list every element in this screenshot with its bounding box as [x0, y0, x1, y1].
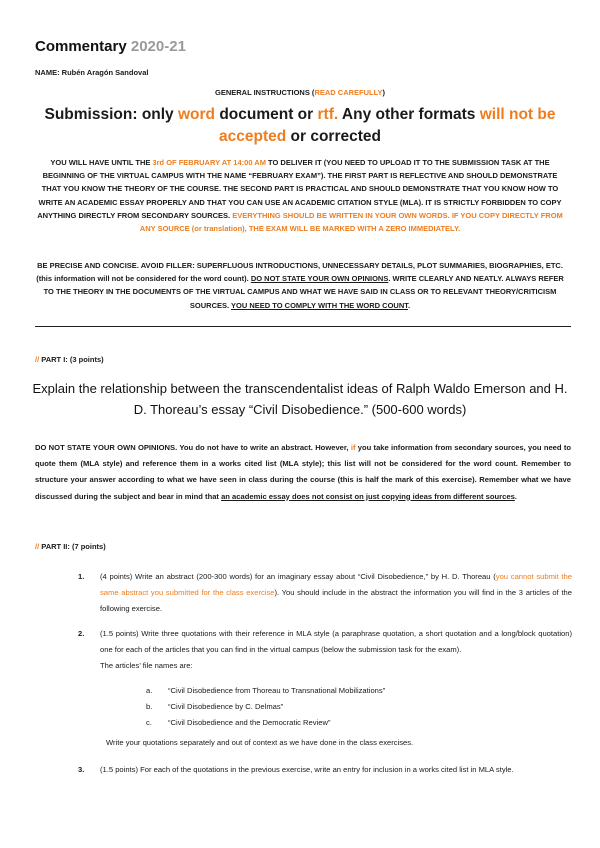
divider	[35, 326, 571, 327]
subm-p4: or corrected	[286, 128, 381, 145]
deadline: 3rd OF FEBRUARY AT 14:00 AM	[152, 158, 266, 167]
no-opinions: DO NOT STATE YOUR OWN OPINIONS	[250, 274, 389, 284]
part1-instructions	[35, 440, 571, 505]
part2-points: (7 points)	[71, 542, 106, 551]
subm-p2: document or	[215, 106, 318, 123]
subm-p1: Submission: only	[44, 106, 178, 123]
p1-t2: you take information from secondary sources, you need to quote them (MLA style) and reference them in a works cited list (MLA style); this list will not be considered for the word count. Remember to structure your answer according to what we have seen in class during the course (this is half the mark of this exercise). Remember what we have discussed during the subject and bear in mind that	[35, 443, 571, 501]
subm-word: word	[177, 106, 216, 123]
p1-underlined: an academic essay does not consist on just copying ideas from different sources	[221, 491, 515, 501]
instr-i1: YOU WILL HAVE UNTIL THE	[50, 158, 153, 167]
task1-a: (4 points) Write an abstract (200-300 words) for an imaginary essay about “Civil Disobedience,” by H. D. Thoreau (	[100, 572, 496, 581]
instr-i2: TO DELIVER IT (YOU NEED TO UPLOAD IT TO THE SUBMISSION TASK AT THE BEGINNING OF THE VIRTUAL CAMPUS WITH THE NAME “FEBRUARY EXAM”). THE FIRST PART IS REFLECTIVE AND SHOULD DEMONSTRATE THAT YOU KNOW THE THEORY OF THE COURSE. THE SECOND PART IS PRACTICAL AND SHOULD DEMONSTRATE THAT YOU KNOW HOW TO WRITE AN ACADEMIC ESSAY PROPERLY AND THAT YOU CAN USE AN ACADEMIC CITATION STYLE (MLA). IT IS STRICTLY FORBIDDEN TO COPY ANYTHING DIRECTLY FROM SECONDARY SOURCES.	[37, 158, 562, 220]
p1-t3: .	[514, 491, 517, 501]
file-item-c	[146, 715, 331, 731]
quotations-note: Write your quotations separately and out of context as we have done in the class exercises.	[106, 738, 414, 747]
subm-rtf: rtf.	[317, 106, 339, 123]
copy-warning: IF YOU COPY DIRECTLY FROM ANY SOURCE (or translation), THE EXAM WILL BE MARKED WITH A ZERO IMMEDIATELY	[139, 210, 563, 234]
instructions-block-2	[32, 259, 568, 312]
task1-number: 1.	[78, 572, 85, 581]
part2-label: PART II:	[41, 542, 70, 551]
word-count-rule: YOU NEED TO COMPLY WITH THE WORD COUNT	[231, 300, 408, 310]
title-text: Commentary	[35, 38, 127, 55]
task2-number: 2.	[78, 629, 85, 638]
part1-slash: //	[35, 355, 40, 364]
task1-b: ). You should include in the abstract the information you will find in the 3 articles of the following exercise.	[100, 588, 573, 614]
part1-heading	[35, 355, 104, 364]
p1-t1: DO NOT STATE YOUR OWN OPINIONS. You do not have to write an abstract. However,	[35, 443, 351, 452]
part1-label: PART I:	[41, 355, 68, 364]
file-name: “Civil Disobedience from Thoreau to Transnational Mobilizations”	[168, 686, 386, 695]
part2-slash: //	[35, 542, 40, 551]
file-item-a	[146, 683, 385, 699]
gi-close: )	[382, 88, 385, 97]
task-item-3	[78, 762, 572, 778]
part1-points: (3 points)	[69, 355, 104, 364]
file-name: “Civil Disobedience by C. Delmas”	[168, 702, 284, 711]
task3-number: 3.	[78, 765, 85, 774]
instructions-block-1	[32, 156, 568, 235]
instr-j2: . WRITE CLEARLY AND NEATLY. ALWAYS REFER TO THE THEORY IN THE DOCUMENTS OF THE VIRTUAL CAMPUS AND WHAT WE HAVE SAID IN CLASS OR TO RELEVANT THEORY/CRITICISM SOURCES.	[43, 274, 564, 310]
general-instructions-heading	[0, 88, 600, 97]
part2-heading	[35, 542, 106, 551]
gi-text: GENERAL INSTRUCTIONS (	[214, 88, 315, 97]
student-name: NAME: Rubén Aragón Sandoval	[35, 68, 149, 77]
doc-title	[35, 38, 186, 55]
subm-p3: Any other formats	[338, 106, 480, 123]
p1-if: if	[350, 443, 356, 452]
task-item-2	[78, 626, 572, 675]
own-words-warning: EVERYTHING SHOULD BE WRITTEN IN YOUR OWN WORDS.	[232, 210, 450, 220]
task1-warning: you cannot submit the same abstract you submitted for the class exercise	[100, 572, 573, 598]
submission-heading	[30, 104, 570, 148]
file-letter: a.	[146, 686, 153, 695]
task3-text: (1.5 points) For each of the quotations in the previous exercise, write an entry for inclusion in a works cited list in MLA style.	[100, 765, 514, 774]
files-label: The articles’ file names are:	[100, 661, 193, 671]
file-letter: c.	[146, 718, 152, 727]
gi-read-carefully: READ CAREFULLY	[314, 88, 383, 97]
task2-text: (1.5 points) Write three quotations with their reference in MLA style (a paraphrase quotation, a short quotation and a long/block quotation) one for each of the articles that you can find in the virtual campus (below the submission task for the exam).	[100, 629, 572, 655]
copy-warning-dot: .	[458, 224, 461, 234]
file-name: “Civil Disobedience and the Democratic Review”	[168, 718, 331, 727]
file-item-b	[146, 699, 283, 715]
task-item-1	[78, 569, 572, 618]
title-year: 2020-21	[130, 38, 186, 55]
instr-j3: .	[407, 300, 411, 310]
part1-question: Explain the relationship between the transcendentalist ideas of Ralph Waldo Emerson and H. D. Thoreau’s essay “Civil Disobedience.” (500-600 words)	[32, 381, 568, 417]
subm-will-not-be-accepted: will not be accepted	[219, 106, 556, 145]
task1-text	[100, 569, 572, 618]
file-letter: b.	[146, 702, 153, 711]
instr-j1: BE PRECISE AND CONCISE. AVOID FILLER: SUPERFLUOUS INTRODUCTIONS, UNNECESSARY DETAILS, PLOT SUMMARIES, BIOGRAPHIES, ETC. (this information will not be considered for the word count).	[36, 261, 563, 284]
